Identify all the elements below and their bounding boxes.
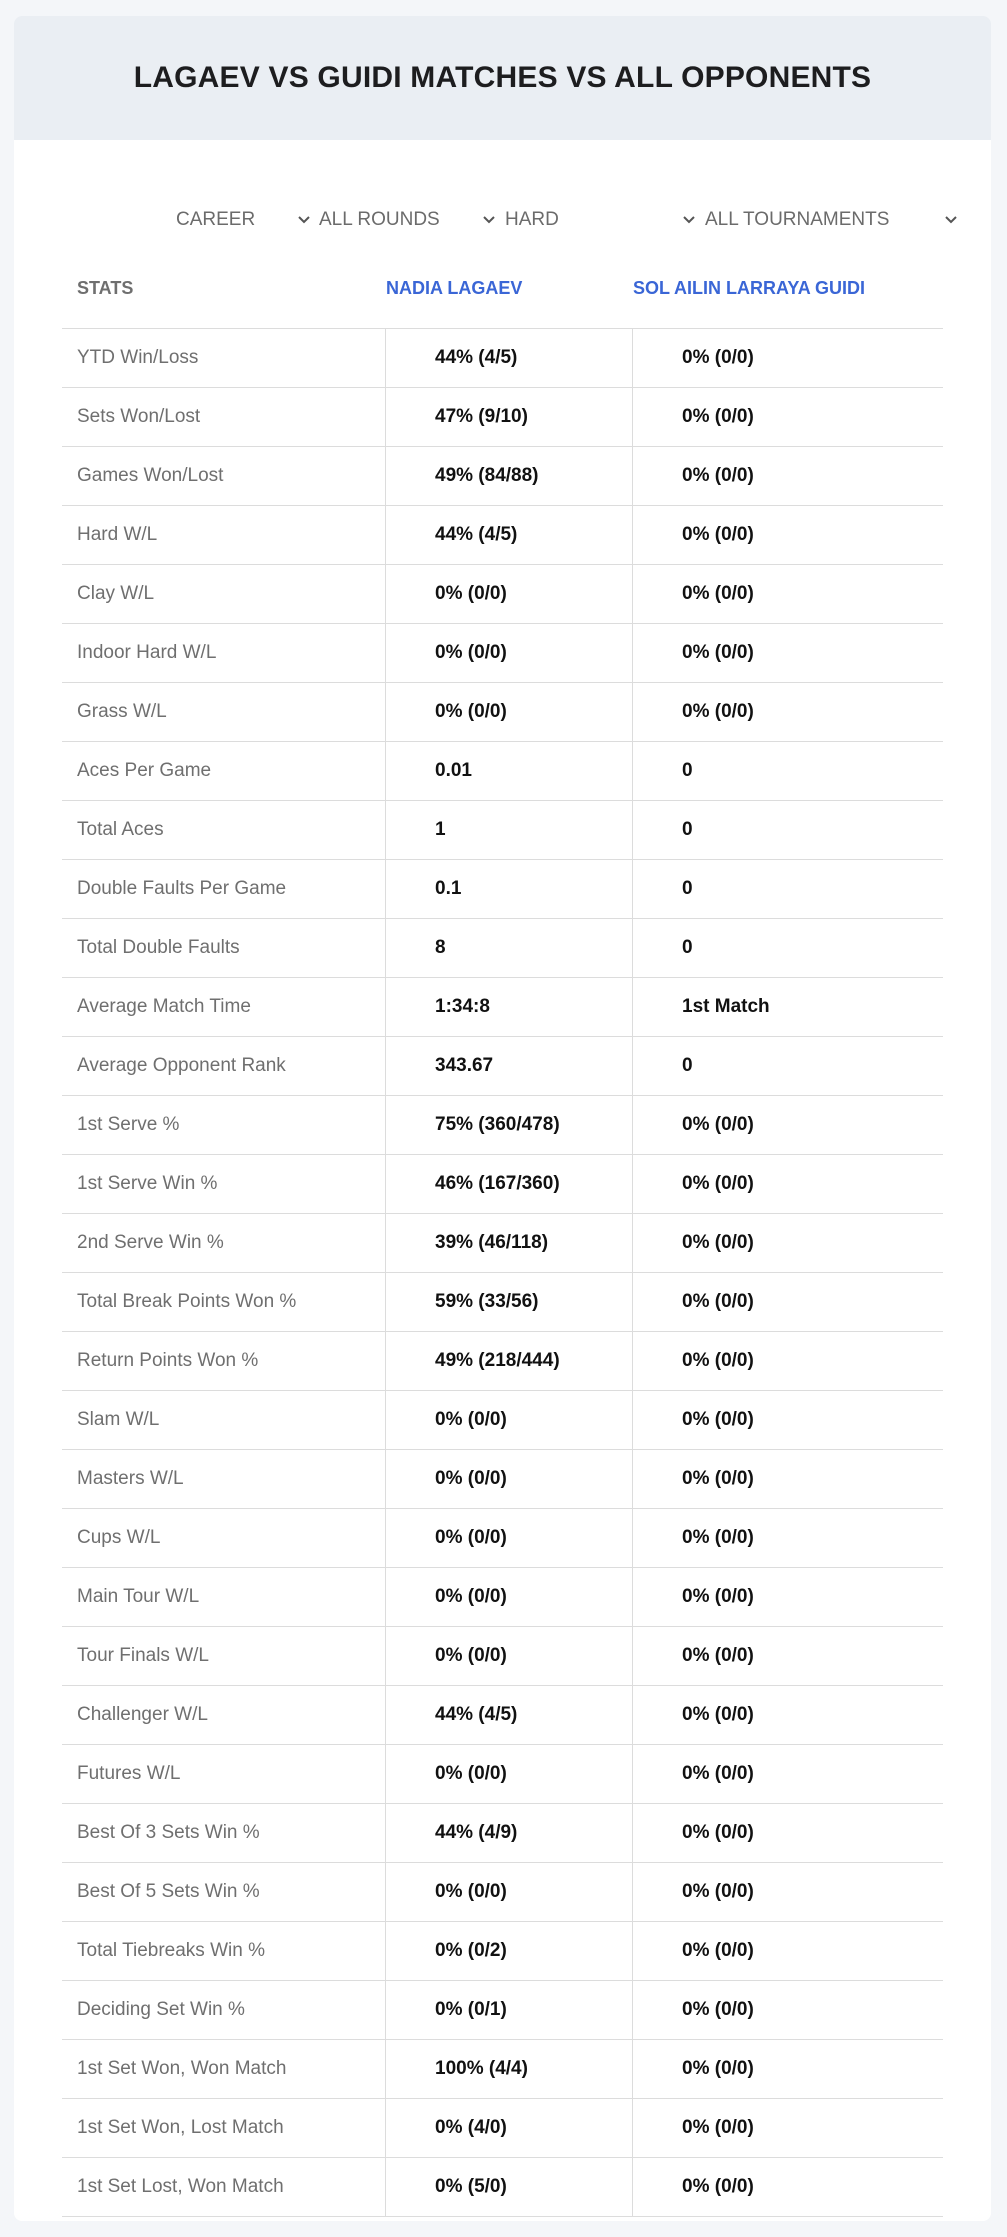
- player2-value: 0% (0/0): [682, 1232, 754, 1253]
- period-select[interactable]: [176, 190, 312, 250]
- stat-label: 1st Set Won, Won Match: [77, 2058, 287, 2079]
- player2-value: 0% (0/0): [682, 406, 754, 427]
- stat-label: Slam W/L: [77, 1409, 160, 1430]
- table-row: [62, 2158, 943, 2217]
- table-row: [62, 1332, 943, 1391]
- player2-value: 0% (0/0): [682, 1645, 754, 1666]
- stat-label: Cups W/L: [77, 1527, 161, 1548]
- stat-label: Tour Finals W/L: [77, 1645, 209, 1666]
- stat-label: Aces Per Game: [77, 760, 212, 781]
- player1-value: 44% (4/5): [435, 1704, 518, 1725]
- player2-value: 0% (0/0): [682, 1704, 754, 1725]
- table-body: [62, 329, 943, 2217]
- player2-value: 0% (0/0): [682, 1114, 754, 1135]
- table-row: [62, 624, 943, 683]
- player1-value: 39% (46/118): [435, 1232, 549, 1253]
- chevron-down-icon: [296, 212, 312, 228]
- stat-label: Main Tour W/L: [77, 1586, 200, 1607]
- player1-value: 0% (0/0): [435, 701, 507, 722]
- tournament-select-value: ALL TOURNAMENTS: [705, 209, 890, 230]
- stat-label: Double Faults Per Game: [77, 878, 287, 899]
- player2-value: 0% (0/0): [682, 1822, 754, 1843]
- stat-label: Total Tiebreaks Win %: [77, 1940, 265, 1961]
- stat-label: Masters W/L: [77, 1468, 184, 1489]
- player1-value: 1: [435, 819, 446, 840]
- table-row: [62, 1922, 943, 1981]
- card-header: [14, 16, 991, 140]
- player2-value: 0% (0/0): [682, 2176, 754, 2197]
- stat-label: 1st Serve %: [77, 1114, 180, 1135]
- table-row: [62, 447, 943, 506]
- player1-value: 0% (0/0): [435, 583, 507, 604]
- player1-value: 343.67: [435, 1055, 494, 1076]
- player2-value: 0% (0/0): [682, 1881, 754, 1902]
- table-row: [62, 1568, 943, 1627]
- round-select-value: ALL ROUNDS: [319, 209, 440, 230]
- stat-label: Total Double Faults: [77, 937, 240, 958]
- player1-value: 0% (0/0): [435, 1527, 507, 1548]
- player1-value: 0% (0/0): [435, 1881, 507, 1902]
- player2-value: 0% (0/0): [682, 2117, 754, 2138]
- stat-label: 1st Serve Win %: [77, 1173, 218, 1194]
- player1-value: 0% (0/0): [435, 1468, 507, 1489]
- player2-value: 0: [682, 1055, 693, 1076]
- player2-value: 0% (0/0): [682, 1763, 754, 1784]
- table-row: [62, 1627, 943, 1686]
- table-row: [62, 801, 943, 860]
- player2-value: 0% (0/0): [682, 465, 754, 486]
- player2-value: 0% (0/0): [682, 347, 754, 368]
- player1-column-header[interactable]: NADIA LAGAEV: [386, 277, 523, 298]
- player2-value: 0% (0/0): [682, 1527, 754, 1548]
- page-title: LAGAEV VS GUIDI MATCHES VS ALL OPPONENTS: [133, 61, 872, 94]
- player2-value: 0% (0/0): [682, 642, 754, 663]
- table-row: [62, 1214, 943, 1273]
- player2-value: 0% (0/0): [682, 1999, 754, 2020]
- player1-value: 0% (0/0): [435, 1763, 507, 1784]
- player2-value: 0% (0/0): [682, 1586, 754, 1607]
- player2-value: 0% (0/0): [682, 2058, 754, 2079]
- table-row: [62, 2040, 943, 2099]
- player1-value: 1:34:8: [435, 996, 490, 1017]
- player1-value: 49% (84/88): [435, 465, 539, 486]
- player2-value: 0: [682, 760, 693, 781]
- player1-value: 0% (0/0): [435, 1645, 507, 1666]
- period-select-value: CAREER: [176, 209, 256, 230]
- stat-label: Games Won/Lost: [77, 465, 224, 486]
- stats-table: [62, 248, 943, 2217]
- stat-label: Total Aces: [77, 819, 164, 840]
- stat-label: Best Of 5 Sets Win %: [77, 1881, 260, 1902]
- surface-select-value: HARD: [505, 209, 559, 230]
- table-row: [62, 1509, 943, 1568]
- player1-value: 8: [435, 937, 446, 958]
- player1-value: 44% (4/5): [435, 347, 518, 368]
- table-row: [62, 1273, 943, 1332]
- table-row: [62, 1981, 943, 2040]
- table-row: [62, 1155, 943, 1214]
- table-row: [62, 506, 943, 565]
- player2-column-header[interactable]: SOL AILIN LARRAYA GUIDI: [633, 277, 866, 298]
- player2-value: 0: [682, 878, 693, 899]
- stats-card: [14, 16, 991, 2221]
- player1-value: 44% (4/5): [435, 524, 518, 545]
- table-row: [62, 1804, 943, 1863]
- stat-label: 1st Set Won, Lost Match: [77, 2117, 284, 2138]
- stat-label: 2nd Serve Win %: [77, 1232, 224, 1253]
- stat-label: Average Opponent Rank: [77, 1055, 286, 1076]
- player1-value: 0% (0/0): [435, 642, 507, 663]
- player1-value: 46% (167/360): [435, 1173, 560, 1194]
- player1-value: 47% (9/10): [435, 406, 528, 427]
- player2-value: 0% (0/0): [682, 1173, 754, 1194]
- player2-value: 0: [682, 819, 693, 840]
- column-divider: [632, 328, 633, 2217]
- table-row: [62, 1686, 943, 1745]
- table-row: [62, 860, 943, 919]
- player1-value: 44% (4/9): [435, 1822, 518, 1843]
- table-row: [62, 1391, 943, 1450]
- player2-value: 1st Match: [682, 996, 770, 1017]
- player1-value: 0.1: [435, 878, 462, 899]
- stat-label: Indoor Hard W/L: [77, 642, 217, 663]
- player2-value: 0% (0/0): [682, 1409, 754, 1430]
- stat-label: Deciding Set Win %: [77, 1999, 245, 2020]
- stat-label: Total Break Points Won %: [77, 1291, 297, 1312]
- player2-value: 0: [682, 937, 693, 958]
- table-row: [62, 683, 943, 742]
- table-row: [62, 742, 943, 801]
- column-divider: [385, 328, 386, 2217]
- player2-value: 0% (0/0): [682, 1291, 754, 1312]
- table-row: [62, 1745, 943, 1804]
- player1-value: 49% (218/444): [435, 1350, 560, 1371]
- player1-value: 75% (360/478): [435, 1114, 560, 1135]
- table-row: [62, 978, 943, 1037]
- stat-label: YTD Win/Loss: [77, 347, 199, 368]
- stat-label: Challenger W/L: [77, 1704, 208, 1725]
- tournament-select[interactable]: [705, 190, 959, 250]
- round-select[interactable]: [319, 190, 497, 250]
- stat-label: Clay W/L: [77, 583, 155, 604]
- table-row: [62, 1096, 943, 1155]
- table-row: [62, 1863, 943, 1922]
- player2-value: 0% (0/0): [682, 701, 754, 722]
- stat-label: 1st Set Lost, Won Match: [77, 2176, 284, 2197]
- stat-label: Futures W/L: [77, 1763, 181, 1784]
- player1-value: 59% (33/56): [435, 1291, 539, 1312]
- player1-value: 0% (0/0): [435, 1586, 507, 1607]
- stat-label: Sets Won/Lost: [77, 406, 201, 427]
- chevron-down-icon: [681, 212, 697, 228]
- player1-value: 0% (0/0): [435, 1409, 507, 1430]
- table-header: [62, 248, 943, 329]
- chevron-down-icon: [943, 212, 959, 228]
- table-row: [62, 1037, 943, 1096]
- stat-label: Hard W/L: [77, 524, 158, 545]
- filter-bar: [14, 190, 991, 250]
- stat-label: Average Match Time: [77, 996, 251, 1017]
- player1-value: 0% (5/0): [435, 2176, 507, 2197]
- surface-select[interactable]: [505, 190, 697, 250]
- player2-value: 0% (0/0): [682, 1940, 754, 1961]
- player1-value: 100% (4/4): [435, 2058, 528, 2079]
- table-row: [62, 565, 943, 624]
- chevron-down-icon: [481, 212, 497, 228]
- player2-value: 0% (0/0): [682, 1468, 754, 1489]
- stat-label: Grass W/L: [77, 701, 167, 722]
- player2-value: 0% (0/0): [682, 583, 754, 604]
- table-row: [62, 329, 943, 388]
- player1-value: 0% (4/0): [435, 2117, 507, 2138]
- table-row: [62, 388, 943, 447]
- player2-value: 0% (0/0): [682, 1350, 754, 1371]
- table-row: [62, 1450, 943, 1509]
- player1-value: 0% (0/1): [435, 1999, 507, 2020]
- stats-column-header: STATS: [77, 277, 134, 298]
- player2-value: 0% (0/0): [682, 524, 754, 545]
- table-row: [62, 2099, 943, 2158]
- stat-label: Return Points Won %: [77, 1350, 259, 1371]
- table-row: [62, 919, 943, 978]
- player1-value: 0% (0/2): [435, 1940, 507, 1961]
- player1-value: 0.01: [435, 760, 472, 781]
- stat-label: Best Of 3 Sets Win %: [77, 1822, 260, 1843]
